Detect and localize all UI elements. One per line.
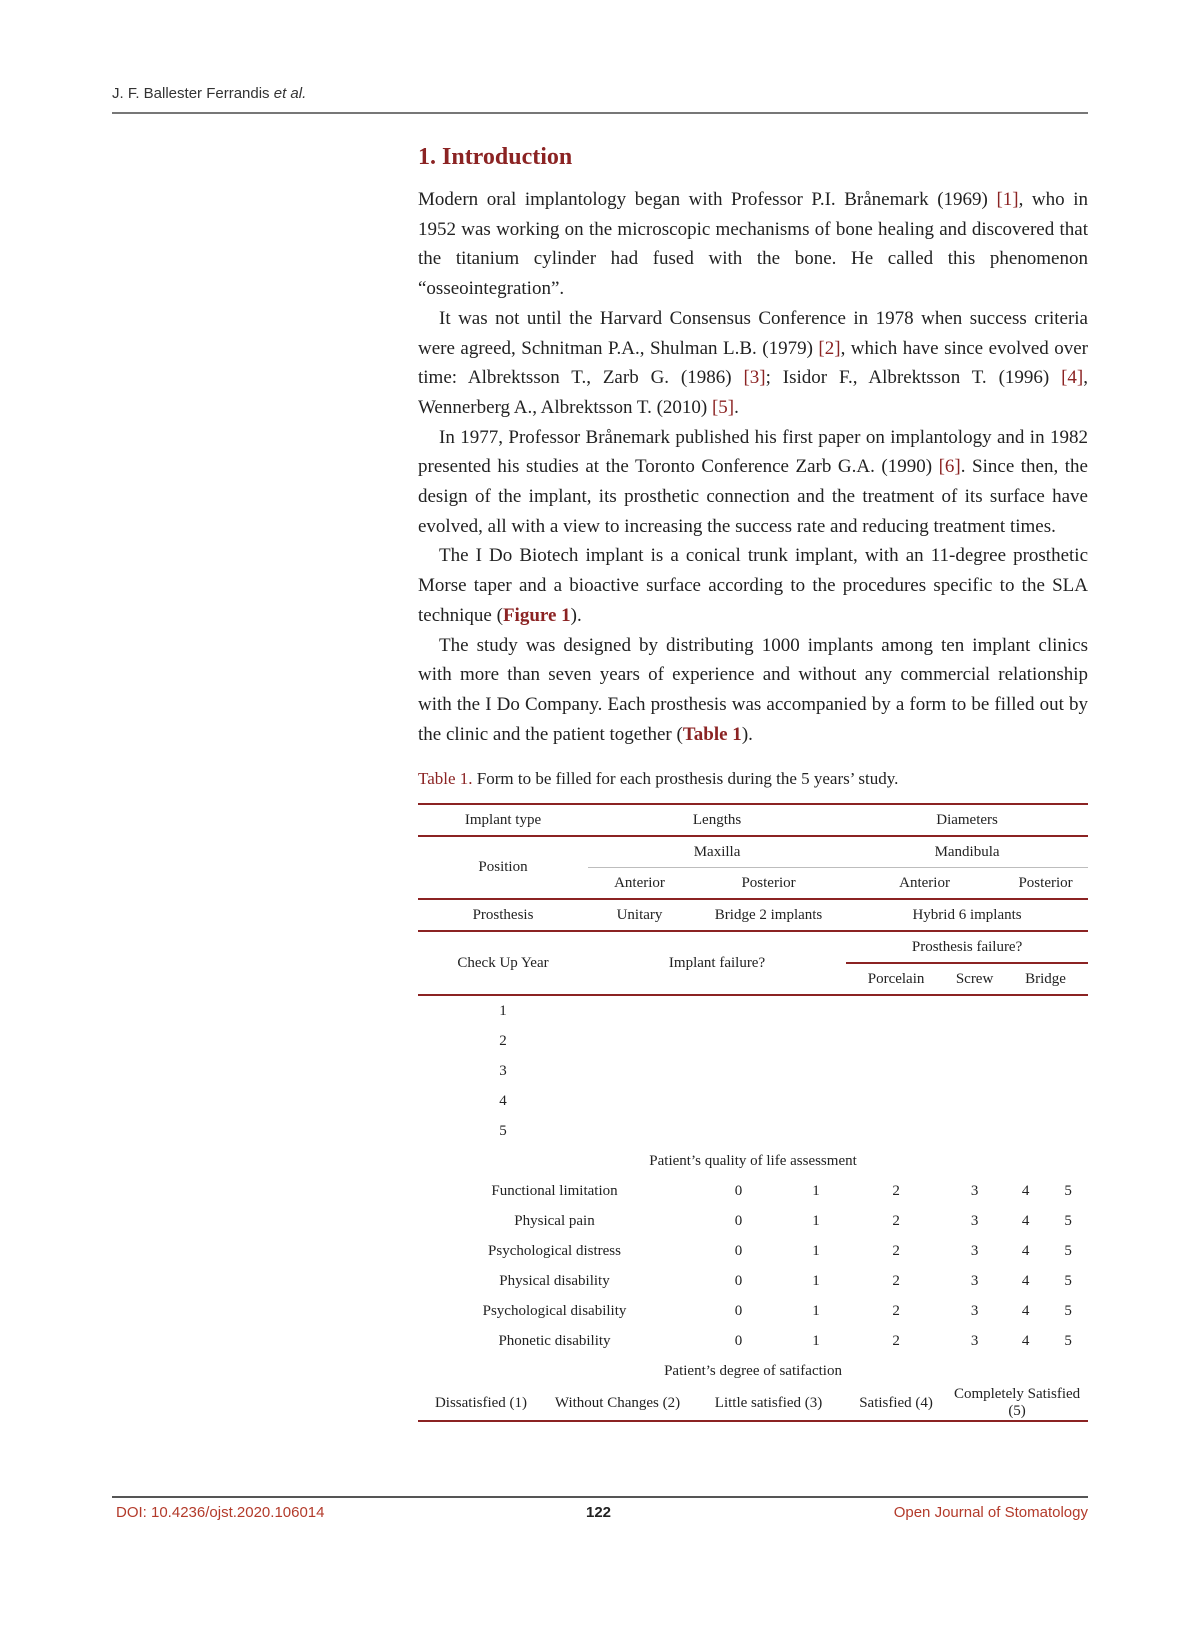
scale-4: 4 (1021, 1182, 1030, 1199)
citation-link[interactable]: [2] (818, 337, 841, 359)
scale-1: 1 (812, 1242, 820, 1259)
qol-item: Phonetic disability (498, 1332, 611, 1349)
year-empty (588, 1026, 1088, 1056)
qol-row (418, 1296, 1088, 1326)
qol-title-row (418, 1146, 1088, 1176)
satisfaction-option-2: Without Changes (2) (544, 1386, 691, 1421)
failure-screw: Screw (946, 963, 1003, 995)
citation-link[interactable]: [3] (743, 367, 766, 389)
satisfaction-option-1: Dissatisfied (1) (418, 1386, 544, 1421)
text-run: It was not until the Harvard Consensus Conference in 1978 when success criteria were agreed, Schnitman P.A., Shulman L.B. (1979) (418, 307, 1088, 359)
paragraph-1 (418, 185, 1088, 304)
scale-1: 1 (812, 1302, 820, 1319)
scale-2: 2 (892, 1212, 900, 1229)
scale-1: 1 (812, 1212, 820, 1229)
table-caption (418, 769, 1088, 789)
paragraph-5 (418, 631, 1088, 750)
mandibula-label: Mandibula (846, 836, 1088, 868)
text-run: In 1977, Professor Brånemark published his first paper on implantology and in 1982 presented his studies at the Toronto Conference Zarb G.A. (1990) (418, 426, 1088, 478)
row-position (418, 836, 1088, 868)
scale-4: 4 (1021, 1302, 1030, 1319)
satisfaction-option-3: Little satisfied (3) (691, 1386, 846, 1421)
maxilla-posterior: Posterior (691, 868, 846, 900)
running-head-authors: J. F. Ballester Ferrandis (112, 85, 270, 102)
text-run: , which have since evolved over time: Albrektsson T., Zarb G. (1986) (418, 337, 1088, 389)
body-text (418, 185, 1088, 749)
figure-link[interactable]: Figure 1 (502, 604, 571, 626)
year-row (418, 1086, 1088, 1116)
text-run: , Wennerberg A., Albrektsson T. (2010) (418, 367, 1089, 418)
qol-item: Psychological disability (482, 1302, 627, 1319)
text-run: ). (741, 723, 753, 745)
scale-2: 2 (892, 1272, 900, 1289)
year-cell: 5 (499, 1122, 507, 1139)
mandibula-anterior: Anterior (846, 868, 1003, 900)
qol-item: Psychological distress (488, 1242, 621, 1259)
row-checkup (418, 931, 1088, 963)
year-row (418, 995, 1088, 1026)
scale-4: 4 (1021, 1212, 1030, 1229)
running-head (112, 85, 306, 102)
scale-5: 5 (1064, 1302, 1072, 1319)
text-run: The study was designed by distributing 1000 implants among ten implant clinics with more than seven years of experience and without any commercial relationship with the I Do Company. Each prosthesis was accompanied by a form to be filled out by the clinic and the patient together ( (418, 634, 1088, 745)
qol-row (418, 1266, 1088, 1296)
scale-5: 5 (1064, 1272, 1072, 1289)
qol-row (418, 1206, 1088, 1236)
checkup-year-label: Check Up Year (418, 931, 588, 995)
paragraph-2 (418, 304, 1088, 423)
qol-row (418, 1236, 1088, 1266)
qol-item: Physical pain (514, 1212, 595, 1229)
row-implant-type (418, 804, 1088, 836)
lengths-label: Lengths (588, 804, 846, 836)
text-run: ; Isidor F., Albrektsson T. (1996) (765, 367, 1062, 389)
failure-bridge: Bridge (1003, 963, 1088, 995)
scale-5: 5 (1064, 1212, 1072, 1229)
text-run: . Since then, the design of the implant, its prosthetic connection and the treatment of its surface have evolved, all with a view to increasing the success rate and reducing treatment times. (418, 456, 1088, 537)
satisfaction-title: Patient’s degree of satifaction (664, 1362, 842, 1379)
scale-2: 2 (892, 1242, 900, 1259)
satisfaction-option-5: Completely Satisfied (5) (946, 1386, 1088, 1421)
qol-item: Functional limitation (491, 1182, 618, 1199)
table-link[interactable]: Table 1 (682, 723, 742, 745)
scale-0: 0 (734, 1182, 743, 1199)
citation-link[interactable]: [6] (938, 456, 961, 478)
text-run: ). (570, 604, 582, 626)
implant-type-label: Implant type (418, 804, 588, 836)
year-row (418, 1056, 1088, 1086)
qol-row (418, 1176, 1088, 1206)
maxilla-label: Maxilla (588, 836, 846, 868)
qol-row (418, 1326, 1088, 1356)
scale-2: 2 (892, 1302, 900, 1319)
prosthesis-unitary: Unitary (588, 899, 691, 931)
prosthesis-failure-label: Prosthesis failure? (846, 931, 1088, 963)
qol-title: Patient’s quality of life assessment (649, 1152, 857, 1169)
scale-0: 0 (734, 1242, 743, 1259)
scale-0: 0 (734, 1302, 743, 1319)
prosthesis-label: Prosthesis (418, 899, 588, 931)
main-column (418, 140, 1088, 1422)
scale-0: 0 (734, 1332, 743, 1349)
satisfaction-title-row (418, 1356, 1088, 1386)
scale-1: 1 (812, 1272, 820, 1289)
paragraph-3 (418, 423, 1088, 542)
header-rule (112, 112, 1088, 114)
year-row (418, 1026, 1088, 1056)
scale-3: 3 (970, 1272, 979, 1289)
scale-4: 4 (1021, 1332, 1030, 1349)
citation-link[interactable]: [4] (1061, 367, 1084, 389)
qol-item: Physical disability (499, 1272, 610, 1289)
diameters-label: Diameters (846, 804, 1088, 836)
year-row (418, 1116, 1088, 1146)
prosthesis-form-table (418, 803, 1088, 1422)
prosthesis-hybrid6: Hybrid 6 implants (846, 899, 1088, 931)
scale-5: 5 (1064, 1332, 1072, 1349)
scale-0: 0 (734, 1272, 743, 1289)
implant-failure-label: Implant failure? (588, 931, 846, 995)
scale-5: 5 (1064, 1242, 1072, 1259)
year-cell: 3 (499, 1062, 507, 1079)
text-run: . (734, 396, 739, 418)
footer-doi[interactable]: DOI: 10.4236/ojst.2020.106014 (116, 1504, 325, 1521)
scale-1: 1 (812, 1182, 820, 1199)
year-empty (588, 1056, 1088, 1086)
scale-3: 3 (970, 1332, 979, 1349)
scale-5: 5 (1064, 1182, 1072, 1199)
table-caption-text: Form to be filled for each prosthesis during the 5 years’ study. (472, 769, 899, 789)
page-number: 122 (586, 1504, 612, 1521)
scale-2: 2 (892, 1182, 900, 1199)
text-run: The I Do Biotech implant is a conical trunk implant, with an 11-degree prosthetic Morse taper and a bioactive surface according to the procedures specific to the SLA technique ( (418, 545, 1088, 626)
year-cell: 2 (499, 1032, 507, 1049)
scale-4: 4 (1021, 1242, 1030, 1259)
maxilla-anterior: Anterior (588, 868, 691, 900)
year-empty (588, 1086, 1088, 1116)
scale-3: 3 (970, 1242, 979, 1259)
table-caption-label: Table 1. (418, 769, 473, 789)
running-head-etal: et al. (273, 85, 307, 102)
footer-journal[interactable]: Open Journal of Stomatology (893, 1504, 1088, 1521)
citation-link[interactable]: [5] (711, 396, 735, 418)
position-label: Position (418, 836, 588, 899)
failure-porcelain: Porcelain (846, 963, 946, 995)
year-cell: 4 (499, 1092, 507, 1109)
section-title: 1. Introduction (418, 144, 573, 170)
scale-2: 2 (892, 1332, 900, 1349)
scale-3: 3 (970, 1212, 979, 1229)
scale-1: 1 (812, 1332, 820, 1349)
mandibula-posterior: Posterior (1003, 868, 1088, 900)
scale-0: 0 (734, 1212, 743, 1229)
satisfaction-row (418, 1386, 1088, 1421)
prosthesis-bridge2: Bridge 2 implants (691, 899, 846, 931)
text-run: Modern oral implantology began with Professor P.I. Brånemark (1969) (418, 189, 997, 210)
satisfaction-option-4: Satisfied (4) (846, 1386, 946, 1421)
text-run: , who in 1952 was working on the microscopic mechanisms of bone healing and discovered that the titanium cylinder had fused with the bone. He called this phenomenon “osseointegration”. (418, 189, 1088, 300)
scale-3: 3 (970, 1182, 979, 1199)
scale-3: 3 (970, 1302, 979, 1319)
year-empty (588, 995, 1088, 1026)
year-cell: 1 (499, 1002, 507, 1019)
footer-rule (112, 1496, 1088, 1498)
citation-link[interactable]: [1] (996, 189, 1019, 210)
year-empty (588, 1116, 1088, 1146)
scale-4: 4 (1021, 1272, 1030, 1289)
row-prosthesis (418, 899, 1088, 931)
paragraph-4 (418, 541, 1088, 630)
